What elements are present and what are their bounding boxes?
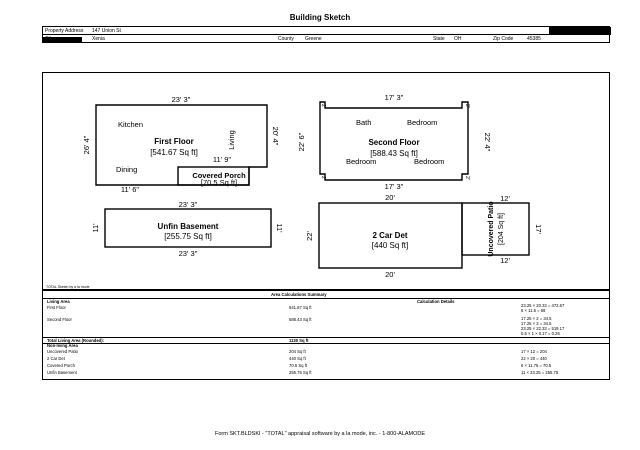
patio-bottom-dim: 12' [500,256,510,265]
row-second-floor-detail-3: 23.25 × 22.33 = 519.17 [521,326,565,331]
basement-top-dim: 23' 3" [178,200,198,209]
second-floor-area: [588.43 Sq ft] [370,149,418,158]
page-footer: Form SKT.BLDSKI - "TOTAL" appraisal software by a la mode, inc. - 1-800-ALAMODE [214,431,426,437]
header-bar-top [549,27,611,35]
row-porch-name: Covered Porch [47,363,75,368]
row-second-floor-detail-4: 0.5 × 1 × 0.17 = 0.26 [521,331,560,336]
row-second-floor-detail-1: 17.25 × 2 = 34.5 [521,316,552,321]
patio-name: Uncovered Patio [488,201,495,257]
total-living-label: Total Living Area (Rounded): [47,338,104,343]
second-floor-left-dim: 22' 6" [297,132,306,152]
row-second-floor-name: Second Floor [47,317,72,322]
property-header [42,26,610,43]
sketch-tiny-label: TOTAL Sketch by a la mode [46,285,90,289]
second-floor-bottom-dim: 17' 3" [384,182,404,191]
row-basement-value: 255.75 Sq ft [289,370,312,375]
header-bar-left [42,37,82,43]
basement-name: Unfin Basement [157,222,219,231]
row-patio-detail: 17 × 12 = 204 [521,349,547,354]
basement-area: [255.75 Sq ft] [164,232,212,241]
living-label: Living [227,130,236,150]
basement-right-dim: 11' [275,223,284,233]
row-car-det-value: 440 Sq ft [289,356,306,361]
car-det-top-dim: 20' [385,193,395,202]
uncovered-patio-outline [462,203,529,255]
zip-value: 45385 [527,36,541,42]
first-floor-bottom-dim: 11' 6" [120,185,140,194]
basement-bottom-dim: 23' 3" [178,249,198,258]
total-living-value: 1130 Sq ft [289,338,309,343]
second-floor-top-dim: 17' 3" [384,93,404,102]
row-patio-name: Uncovered Patio [47,349,78,354]
car-det-bottom-dim: 20' [385,270,395,279]
second-floor-right-dim: 22' 4" [483,132,492,152]
patio-area: [204 Sq ft] [498,213,505,245]
calc-details-header: Calculation Details [417,299,455,304]
city-value: Xenia [92,36,105,42]
first-floor-area: [541.67 Sq ft] [150,148,198,157]
bedroom-label-1: Bedroom [407,118,438,127]
floor-plan-sketch [42,72,610,290]
first-floor-top-dim: 23' 3" [171,95,191,104]
row-first-floor-name: First Floor [47,305,66,310]
row-basement-detail: 11 × 23.25 = 255.75 [521,370,559,375]
kitchen-label: Kitchen [118,120,144,129]
car-det-area: [440 Sq ft] [371,241,409,250]
row-basement-name: Unfin Basement [47,370,77,375]
row-second-floor-detail-2: 17.25 × 2 = 34.5 [521,321,552,326]
corner-dim-3: 2' [320,176,326,180]
calc-summary-header: Area Calculations Summary [271,292,327,297]
row-second-floor-value: 588.43 Sq ft [289,317,312,322]
row-porch-detail: 6 × 11.75 = 70.5 [521,363,552,368]
state-label: State [433,36,445,42]
row-first-floor-detail-2: 6 × 11.5 = 69 [521,308,546,313]
covered-porch-area: [70.5 Sq ft] [200,178,238,187]
living-area-label: Living Area [47,299,70,304]
row-car-det-detail: 22 × 20 = 440 [521,356,547,361]
row-first-floor-value: 541.67 Sq ft [289,305,312,310]
county-label: County [278,36,294,42]
corner-dim-4: 2' [464,176,470,180]
dining-label: Dining [116,165,138,174]
non-living-label: Non-living Area [47,343,78,348]
corner-dim-1: 2' [320,104,326,108]
car-det-left-dim: 22' [305,231,314,241]
first-floor-left-dim: 26' 4" [82,135,91,155]
basement-left-dim: 11' [91,223,100,233]
covered-porch-name: Covered Porch [192,171,246,180]
bedroom-label-2: Bedroom [346,157,377,166]
area-calculations [42,290,610,380]
bedroom-label-3: Bedroom [414,157,445,166]
first-floor-name: First Floor [154,137,194,146]
row-patio-value: 204 Sq ft [289,349,306,354]
bath-label: Bath [356,118,372,127]
car-det-name: 2 Car Det [372,231,408,240]
state-value: OH [454,36,462,42]
county-value: Greene [305,36,322,42]
row-car-det-name: 2 Car Det [47,356,65,361]
first-floor-right-dim: 20' 4" [271,126,280,146]
page-title: Building Sketch [289,13,351,22]
patio-right-dim: 17' [534,224,543,234]
property-address-value: 147 Union St [92,28,121,34]
property-address-label: Property Address [45,28,84,34]
covered-porch-top-dim: 11' 9" [212,155,232,164]
zip-label: Zip Code [493,36,514,42]
row-porch-value: 70.5 Sq ft [289,363,307,368]
second-floor-name: Second Floor [368,138,420,147]
row-first-floor-detail-1: 23.25 × 20.33 = 472.67 [521,303,565,308]
corner-dim-2: 2' [464,104,470,108]
patio-top-dim: 12' [500,194,510,203]
